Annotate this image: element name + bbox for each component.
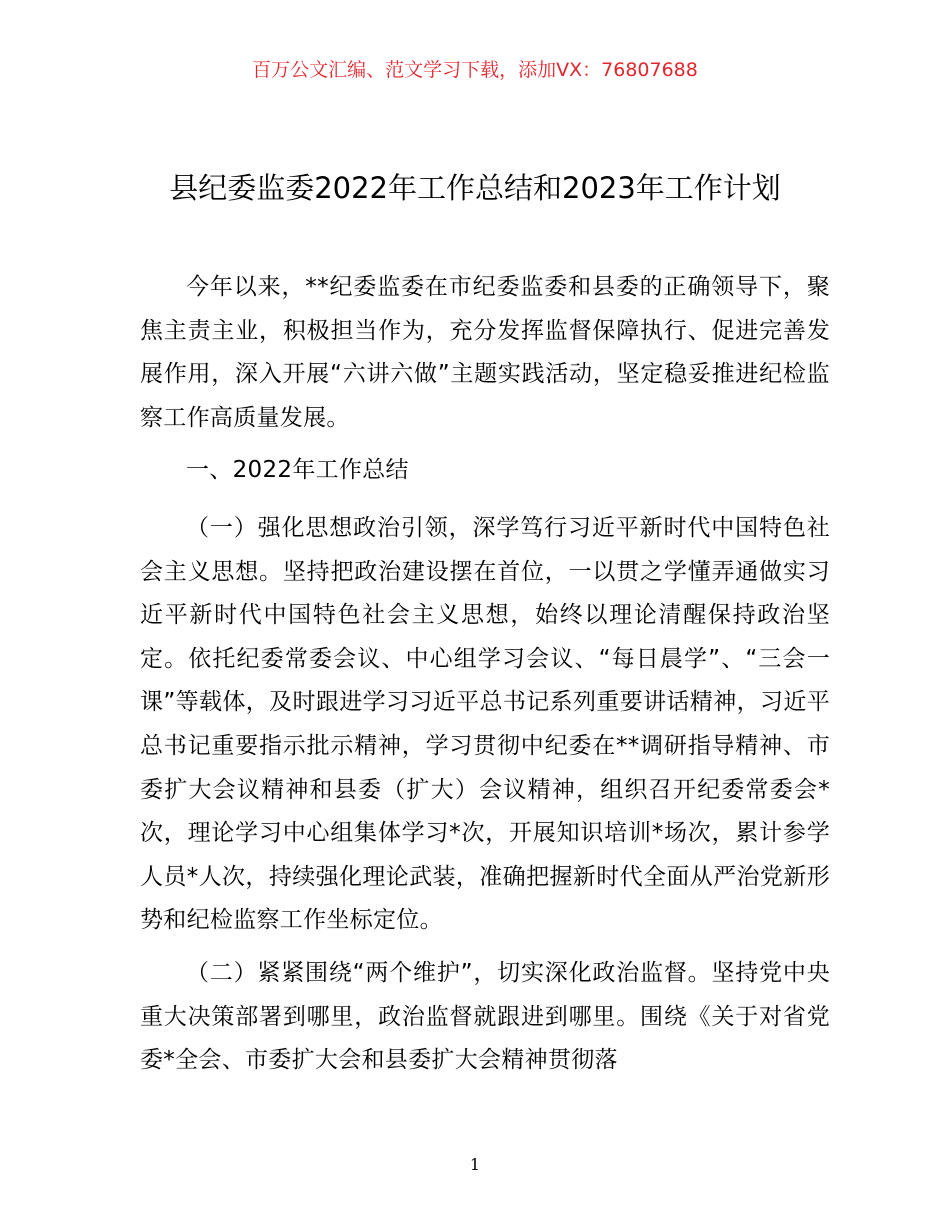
document-title: 县纪委监委2022年工作总结和2023年工作计划 — [169, 171, 781, 205]
section-heading: 一、2022年工作总结 — [186, 457, 409, 484]
page-number: 1 — [469, 1155, 481, 1174]
header-watermark: 百万公文汇编、范文学习下载，添加VX：76807688 — [252, 59, 698, 81]
intro-paragraph: 今年以来，**纪委监委在市纪委监委和县委的正确领导下，聚焦主责主业，积极担当作为，充分发挥监督保障执行、促进完善发展作用，深入开展“六讲六做”主题实践活动，坚定稳妥推进纪检监察工作高质量发展。 — [140, 274, 830, 431]
document-body — [140, 266, 830, 1092]
body-paragraph: （一）强化思想政治引领，深学笃行习近平新时代中国特色社会主义思想。坚持把政治建设摆在首位，一以贯之学懂弄通做实习近平新时代中国特色社会主义思想，始终以理论清醒保持政治坚定。依托纪委常委会议、中心组学习会议、“每日晨学”、“三会一课”等载体，及时跟进学习习近平总书记系列重要讲话精神，习近平总书记重要指示批示精神，学习贯彻中纪委在**调研指导精神、市委扩大会议精神和县委（扩大）会议精神，组织召开纪委常委会*次，理论学习中心组集体学习*次，开展知识培训*场次，累计参学人员*人次，持续强化理论武装，准确把握新时代全面从严治党新形势和纪检监察工作坐标定位。 — [140, 514, 830, 934]
body-paragraph: （二）紧紧围绕“两个维护”，切实深化政治监督。坚持党中央重大决策部署到哪里，政治监督就跟进到哪里。围绕《关于对省党委*全会、市委扩大会和县委扩大会精神贯彻落 — [140, 959, 830, 1074]
